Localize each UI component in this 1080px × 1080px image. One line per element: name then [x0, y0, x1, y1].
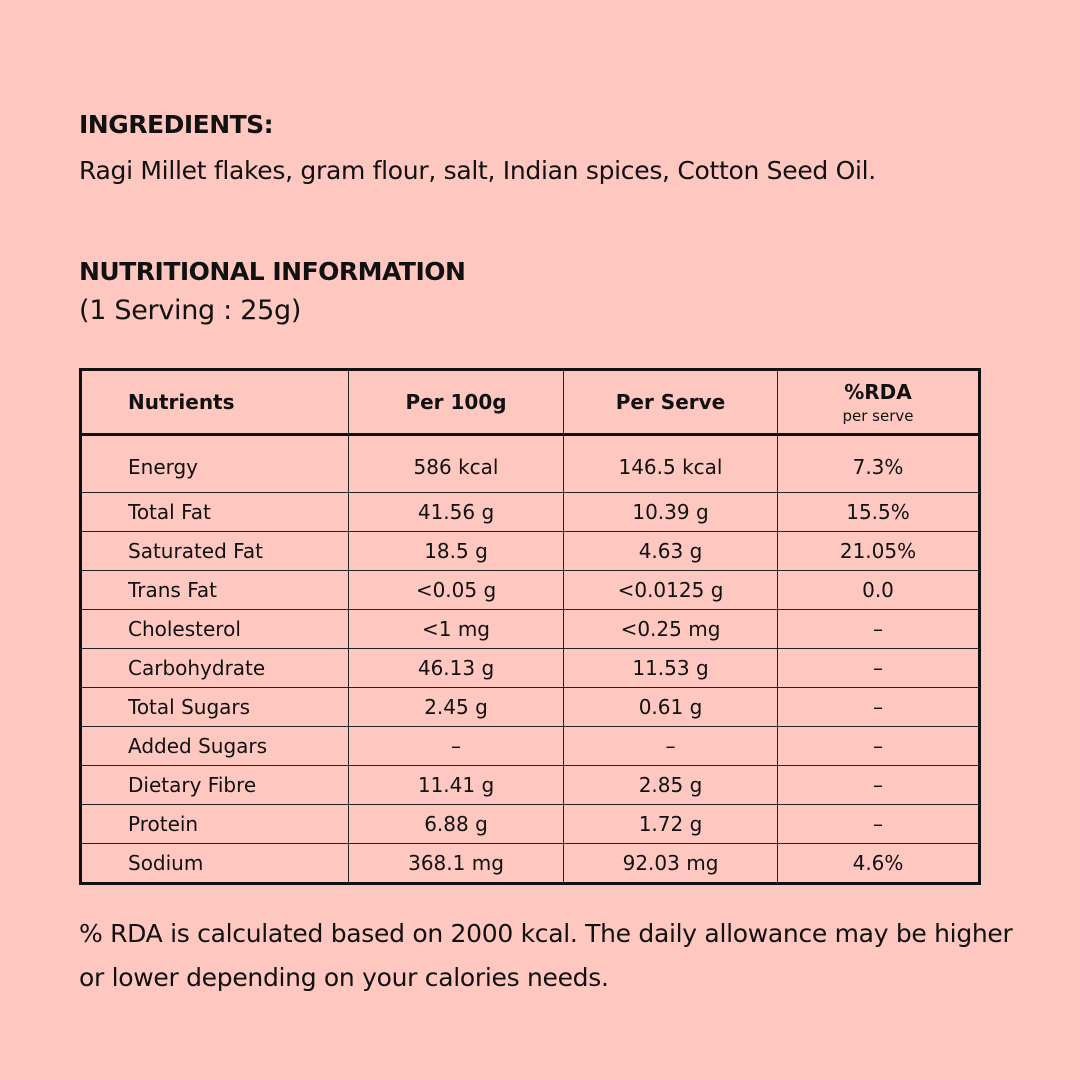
- table-row: [81, 727, 980, 766]
- per-100g-value: –: [349, 727, 564, 766]
- per-100g-value: 11.41 g: [349, 766, 564, 805]
- table-row: [81, 435, 980, 493]
- rda-value: –: [778, 688, 980, 727]
- nutrient-name: Sodium: [81, 844, 349, 884]
- per-100g-value: 6.88 g: [349, 805, 564, 844]
- nutrient-name: Added Sugars: [81, 727, 349, 766]
- rda-label: %RDA: [844, 379, 912, 404]
- per-100g-value: 46.13 g: [349, 649, 564, 688]
- per-serve-value: 146.5 kcal: [564, 435, 778, 493]
- ingredients-heading: INGREDIENTS:: [79, 110, 274, 139]
- serving-size: (1 Serving : 25g): [79, 295, 302, 326]
- table-row: [81, 844, 980, 884]
- table-row: [81, 688, 980, 727]
- nutrient-name: Carbohydrate: [81, 649, 349, 688]
- rda-value: 21.05%: [778, 532, 980, 571]
- nutrient-name: Dietary Fibre: [81, 766, 349, 805]
- table-row: [81, 532, 980, 571]
- nutrient-name: Trans Fat: [81, 571, 349, 610]
- table-header-row: [81, 370, 980, 435]
- per-100g-value: 41.56 g: [349, 493, 564, 532]
- per-serve-value: <0.25 mg: [564, 610, 778, 649]
- nutrient-name: Total Sugars: [81, 688, 349, 727]
- rda-value: –: [778, 727, 980, 766]
- nutrient-name: Total Fat: [81, 493, 349, 532]
- rda-value: 15.5%: [778, 493, 980, 532]
- table-row: [81, 571, 980, 610]
- rda-value: –: [778, 805, 980, 844]
- ingredients-text: Ragi Millet flakes, gram flour, salt, Indian spices, Cotton Seed Oil.: [79, 156, 876, 185]
- per-serve-value: 1.72 g: [564, 805, 778, 844]
- header-nutrients: Nutrients: [81, 370, 349, 435]
- per-serve-value: –: [564, 727, 778, 766]
- nutrition-table: [79, 368, 981, 885]
- per-100g-value: 368.1 mg: [349, 844, 564, 884]
- rda-value: –: [778, 649, 980, 688]
- per-serve-value: <0.0125 g: [564, 571, 778, 610]
- per-serve-value: 11.53 g: [564, 649, 778, 688]
- nutrition-heading: NUTRITIONAL INFORMATION: [79, 257, 466, 286]
- rda-value: 0.0: [778, 571, 980, 610]
- nutrient-name: Saturated Fat: [81, 532, 349, 571]
- table-row: [81, 610, 980, 649]
- nutrient-name: Cholesterol: [81, 610, 349, 649]
- per-serve-value: 0.61 g: [564, 688, 778, 727]
- table-row: [81, 493, 980, 532]
- header-rda: [778, 370, 980, 435]
- nutrient-name: Energy: [81, 435, 349, 493]
- per-serve-value: 2.85 g: [564, 766, 778, 805]
- per-serve-value: 4.63 g: [564, 532, 778, 571]
- table-row: [81, 766, 980, 805]
- rda-value: 4.6%: [778, 844, 980, 884]
- rda-sublabel: per serve: [842, 406, 914, 425]
- per-100g-value: 2.45 g: [349, 688, 564, 727]
- header-per-serve: Per Serve: [564, 370, 778, 435]
- table-row: [81, 649, 980, 688]
- footnote: % RDA is calculated based on 2000 kcal. The daily allowance may be higher or lower depending on your calories needs.: [79, 919, 1013, 992]
- per-100g-value: 18.5 g: [349, 532, 564, 571]
- nutrient-name: Protein: [81, 805, 349, 844]
- rda-value: –: [778, 610, 980, 649]
- per-100g-value: <0.05 g: [349, 571, 564, 610]
- header-per-100g: Per 100g: [349, 370, 564, 435]
- rda-value: 7.3%: [778, 435, 980, 493]
- per-100g-value: <1 mg: [349, 610, 564, 649]
- per-serve-value: 92.03 mg: [564, 844, 778, 884]
- per-serve-value: 10.39 g: [564, 493, 778, 532]
- per-100g-value: 586 kcal: [349, 435, 564, 493]
- table-row: [81, 805, 980, 844]
- rda-value: –: [778, 766, 980, 805]
